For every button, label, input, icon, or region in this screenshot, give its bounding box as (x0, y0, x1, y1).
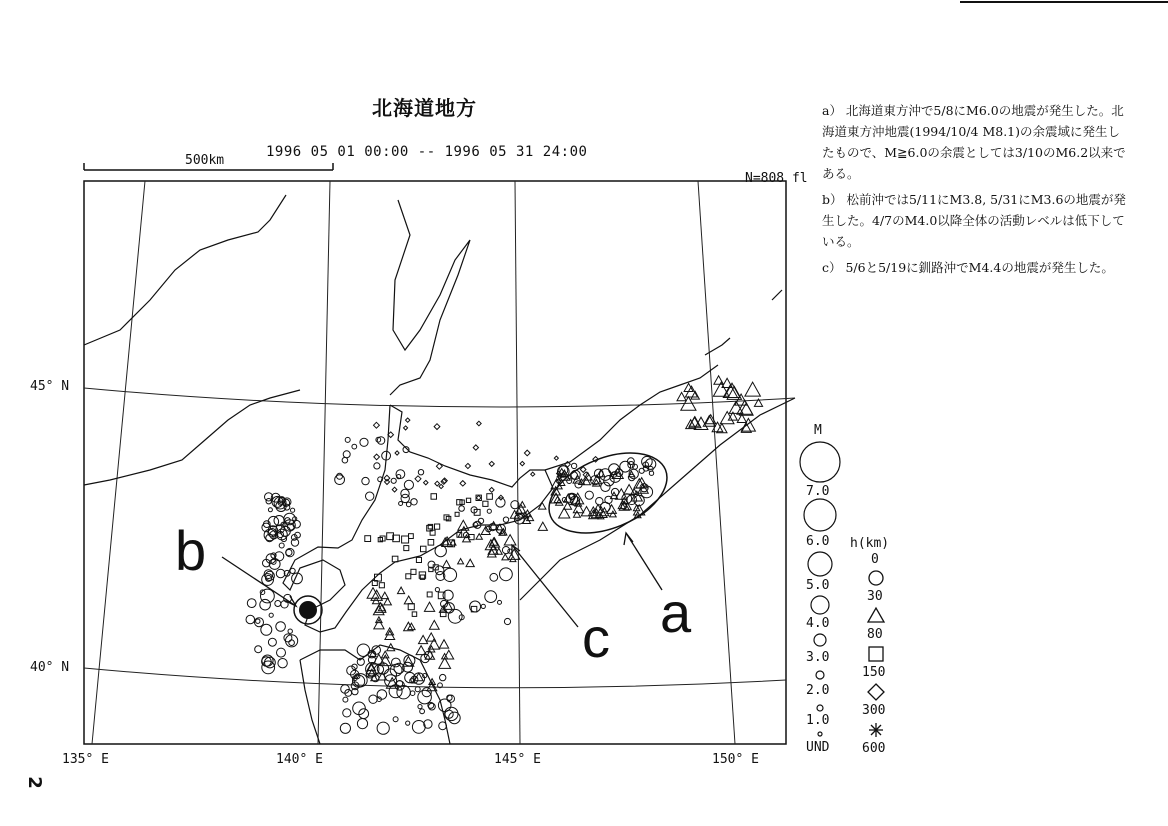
legend-mag-und: UND (806, 740, 830, 755)
event-marker (402, 536, 409, 543)
event-marker (419, 635, 428, 643)
event-marker (448, 609, 462, 623)
note-c: c） 5/6と5/19に釧路沖でM4.4の地震が発生した。 (822, 260, 1114, 275)
legend-mag-2: 2.0 (806, 683, 830, 698)
event-marker (269, 613, 273, 617)
event-marker (343, 709, 351, 717)
event-marker (411, 569, 416, 574)
event-marker (404, 596, 413, 604)
event-marker (445, 707, 458, 720)
event-marker (460, 481, 466, 487)
event-marker (366, 492, 374, 500)
event-marker (415, 687, 420, 692)
event-marker (420, 709, 425, 714)
event-marker (276, 569, 285, 578)
event-marker (374, 454, 380, 460)
event-marker (435, 524, 440, 529)
event-marker (503, 517, 508, 522)
event-marker (411, 499, 417, 505)
event-marker (410, 691, 415, 696)
legend-depth-600: 600 (862, 741, 886, 756)
legend-depth-title: h(km) (850, 536, 890, 551)
longitude-label-135: 135° E (62, 752, 109, 767)
event-marker (524, 450, 530, 456)
event-marker (377, 722, 389, 734)
latitude-label-45: 45° N (30, 379, 70, 394)
callout-c: c (582, 606, 610, 669)
event-marker (531, 472, 535, 476)
event-marker (431, 494, 437, 500)
event-marker (487, 509, 491, 513)
event-count: N=808 fl (745, 171, 808, 186)
event-marker (435, 545, 446, 556)
event-marker (395, 451, 399, 455)
event-marker (374, 463, 380, 469)
event-marker (256, 619, 260, 623)
event-marker (439, 722, 447, 730)
latitude-label-40: 40° N (30, 660, 70, 675)
event-marker (504, 618, 510, 624)
event-marker (412, 612, 417, 617)
note-a: a） 北海道東方沖で5/8にM6.0の地震が発生した。北海道東方沖地震(1994/10/4 M8.1)の余震域に発生したもので、M≧6.0の余震としては3/10のM6.2以来である。 (822, 103, 1126, 181)
event-marker (408, 604, 414, 610)
event-marker (447, 695, 454, 702)
legend-mag-4: 4.0 (806, 616, 830, 631)
event-marker (434, 424, 440, 430)
event-marker (365, 536, 371, 542)
event-marker (369, 695, 377, 703)
event-marker (261, 589, 275, 603)
event-marker (440, 611, 446, 617)
legend-mag-7: 7.0 (806, 484, 830, 499)
event-marker (416, 557, 421, 562)
event-marker (435, 481, 440, 486)
event-marker (438, 699, 451, 712)
event-marker (381, 592, 388, 599)
event-marker (490, 573, 498, 581)
aftershock-zone-ellipse (537, 437, 678, 548)
event-marker (288, 629, 292, 633)
event-marker (502, 554, 509, 560)
legend-depth-0: 0 (871, 552, 879, 567)
event-marker (401, 494, 409, 502)
event-marker (466, 498, 470, 502)
events-shallow-circles (246, 437, 656, 735)
event-marker (343, 697, 348, 702)
event-marker (255, 646, 262, 653)
event-marker (498, 600, 502, 604)
event-marker (455, 512, 459, 516)
event-marker (473, 445, 478, 450)
event-marker (571, 463, 576, 468)
event-marker (340, 723, 350, 733)
event-marker (391, 478, 396, 483)
event-marker (276, 622, 286, 632)
event-marker (489, 488, 494, 493)
event-marker (443, 568, 456, 581)
callout-a: a (660, 581, 692, 644)
event-marker (412, 721, 425, 734)
event-marker (443, 560, 451, 567)
legend-mag-3: 3.0 (806, 650, 830, 665)
event-marker (384, 598, 392, 605)
event-marker (418, 705, 422, 709)
legend-mag-1: 1.0 (806, 713, 830, 728)
event-marker (645, 459, 656, 470)
event-marker (404, 426, 408, 430)
longitude-label-140: 140° E (276, 752, 323, 767)
events-intermediate-triangles (366, 376, 762, 691)
event-marker (435, 588, 439, 592)
event-marker (357, 719, 367, 729)
event-marker (487, 494, 493, 500)
time-period: 1996 05 01 00:00 -- 1996 05 31 24:00 (266, 144, 588, 160)
event-marker (439, 640, 448, 648)
legend-mag-6: 6.0 (806, 534, 830, 549)
event-marker (277, 648, 286, 657)
event-marker (429, 703, 436, 710)
event-marker (393, 717, 398, 722)
event-marker (279, 543, 284, 548)
event-marker (359, 709, 369, 719)
event-marker (481, 604, 485, 608)
event-marker (574, 511, 581, 517)
event-marker (424, 480, 429, 485)
event-marker (357, 644, 369, 656)
event-marker (429, 620, 439, 629)
event-marker (500, 568, 513, 581)
legend-magnitude-title: M (814, 423, 822, 438)
event-marker (585, 491, 593, 499)
event-marker (406, 418, 410, 422)
event-marker (337, 473, 343, 479)
event-marker (442, 478, 447, 483)
event-marker (261, 624, 272, 635)
event-marker (284, 634, 292, 642)
event-marker (607, 505, 617, 514)
event-marker (399, 502, 403, 506)
event-marker (421, 546, 427, 552)
event-marker (424, 602, 434, 611)
event-marker (440, 674, 446, 680)
event-marker (268, 638, 276, 646)
legend-mag-5: 5.0 (806, 578, 830, 593)
event-marker (377, 690, 387, 700)
event-marker (459, 506, 465, 512)
event-marker (289, 640, 295, 646)
event-marker (554, 456, 558, 460)
event-marker (504, 535, 516, 545)
longitude-label-150: 150° E (712, 752, 759, 767)
event-marker (362, 477, 369, 484)
event-marker (286, 549, 292, 555)
graticule (84, 181, 795, 744)
event-marker (406, 502, 411, 507)
event-marker (345, 437, 350, 442)
event-marker (246, 615, 255, 624)
event-marker (268, 508, 272, 512)
legend-depth-150: 150 (862, 665, 886, 680)
event-marker (573, 503, 583, 512)
event-marker (520, 461, 524, 465)
event-marker (677, 392, 686, 400)
event-marker (290, 568, 295, 573)
event-marker (476, 496, 481, 501)
event-marker (379, 583, 384, 588)
event-marker (466, 559, 474, 566)
legend-depth-300: 300 (862, 703, 886, 718)
event-marker (439, 484, 443, 488)
event-marker (374, 422, 380, 428)
scale-bar-label: 500km (185, 153, 225, 168)
longitude-label-145: 145° E (494, 752, 541, 767)
event-marker (427, 592, 432, 597)
annotation-notes (822, 100, 1132, 283)
event-marker (392, 487, 397, 492)
event-marker (360, 438, 368, 446)
event-marker (404, 546, 409, 551)
note-b: b） 松前沖では5/11にM3.8, 5/31にM3.6の地震が発生した。4/7のM4.0以降全体の活動レベルは低下している。 (822, 192, 1126, 249)
event-marker (374, 620, 384, 629)
event-marker (406, 721, 410, 725)
events-deep-diamonds (374, 418, 599, 500)
event-marker (291, 508, 295, 512)
event-marker (624, 485, 635, 495)
event-marker (275, 601, 281, 607)
callout-b: b (175, 519, 207, 582)
event-marker (489, 461, 494, 466)
event-marker (278, 659, 287, 668)
event-marker (418, 470, 423, 475)
legend-depth-80: 80 (867, 627, 883, 642)
event-marker (458, 559, 464, 564)
event-marker (478, 518, 483, 523)
event-marker (343, 451, 350, 458)
event-marker (428, 540, 434, 546)
map-title: 北海道地方 (372, 96, 477, 120)
event-marker (465, 463, 470, 468)
event-marker (538, 522, 547, 530)
event-marker (398, 587, 405, 594)
event-marker (260, 599, 271, 610)
matsumae-cluster-fill (299, 601, 317, 619)
event-marker (247, 599, 256, 608)
legend-depth-30: 30 (867, 589, 883, 604)
event-marker (415, 476, 421, 482)
event-marker (477, 421, 482, 426)
event-marker (404, 480, 413, 489)
event-marker (485, 591, 497, 603)
page-number: 2 (23, 776, 45, 789)
event-marker (745, 382, 761, 396)
event-marker (409, 534, 414, 539)
event-marker (483, 501, 488, 506)
event-marker (352, 444, 357, 449)
event-marker (418, 690, 432, 704)
event-marker (406, 574, 411, 579)
